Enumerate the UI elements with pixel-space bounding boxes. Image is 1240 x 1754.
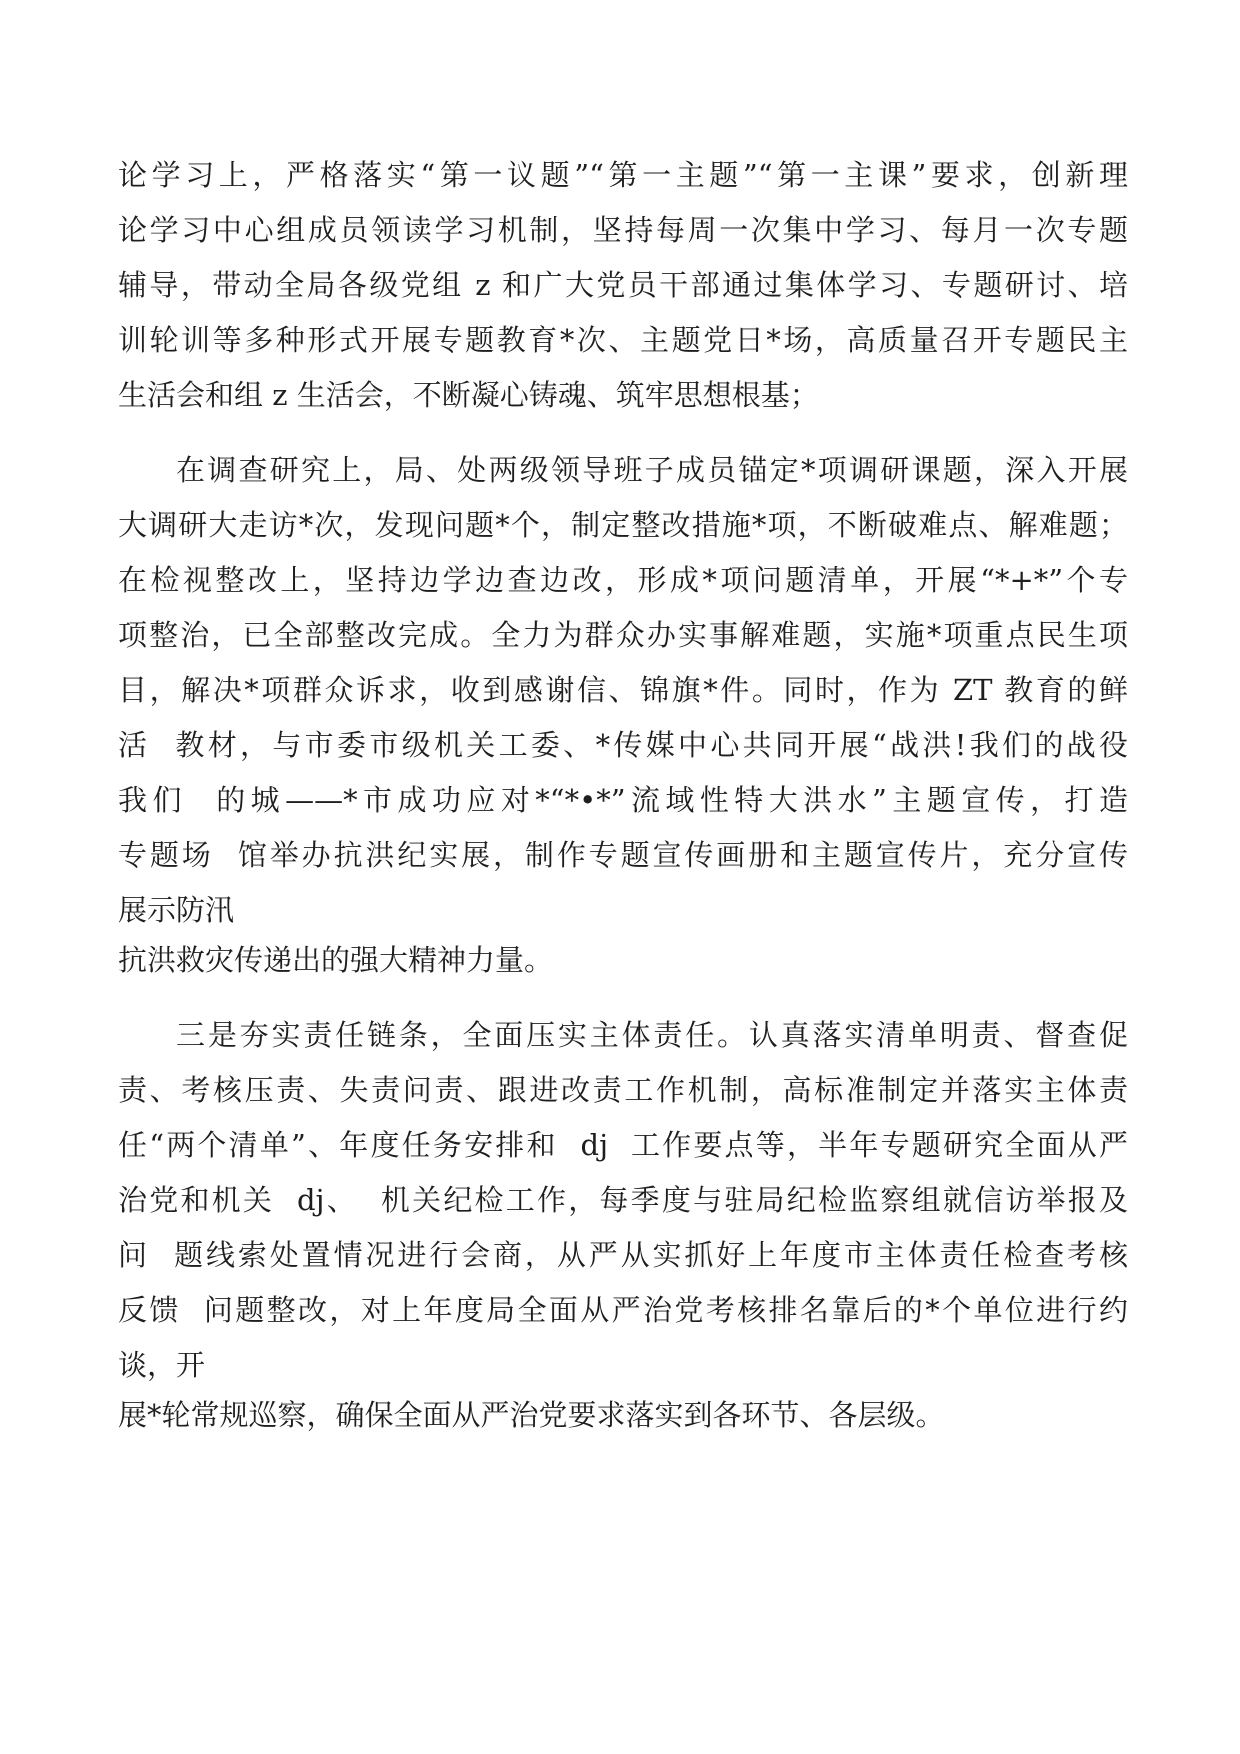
text-line: 论学习中心组成员领读学习机制，坚持每周一次集中学习、每月一次专题 [118,213,1128,247]
text-line: 训轮训等多种形式开展专题教育*次、主题党日*场，高质量召开专题民主 [118,323,1128,357]
text-line: 展*轮常规巡察，确保全面从严治党要求落实到各环节、各层级。 [118,1398,945,1432]
text-line: 问 题线索处置情况进行会商，从严从实抓好上年度市主体责任检查考核 [118,1238,1128,1272]
text-line: 三是夯实责任链条，全面压实主体责任。认真落实清单明责、督查促 [176,1018,1128,1052]
text-line: 论学习上，严格落实“第一议题”“第一主题”“第一主课”要求，创新理 [118,158,1128,192]
text-line: 抗洪救灾传递出的强大精神力量。 [118,943,554,977]
text-line: 在检视整改上，坚持边学边查边改，形成*项问题清单，开展“*+*”个专 [118,563,1128,597]
text-line: 项整治，已全部整改完成。全力为群众办实事解难题，实施*项重点民生项 [118,618,1128,652]
text-line: 谈，开 [118,1348,206,1382]
text-line: 活 教材，与市委市级机关工委、*传媒中心共同开展“战洪!我们的战役 [118,728,1128,762]
text-line: 大调研大走访*次，发现问题*个，制定整改措施*项，不断破难点、解难题； [118,508,1128,542]
text-line: 辅导，带动全局各级党组 z 和广大党员干部通过集体学习、专题研讨、培 [118,268,1128,302]
text-line: 在调查研究上，局、处两级领导班子成员锚定*项调研课题，深入开展 [176,453,1128,487]
text-line: 我们 的城——*市成功应对*“*•*”流域性特大洪水”主题宣传，打造 [118,783,1128,817]
text-line: 展示防汛 [118,893,235,927]
text-line: 专题场 馆举办抗洪纪实展，制作专题宣传画册和主题宣传片，充分宣传 [118,838,1128,872]
text-line: 反馈 问题整改，对上年度局全面从严治党考核排名靠后的*个单位进行约 [118,1293,1128,1327]
text-line: 责、考核压责、失责问责、跟进改责工作机制，高标准制定并落实主体责 [118,1073,1128,1107]
text-line: 治党和机关 dj、 机关纪检工作，每季度与驻局纪检监察组就信访举报及 [118,1183,1128,1217]
text-line: 生活会和组 z 生活会，不断凝心铸魂、筑牢思想根基； [118,378,819,412]
text-line: 任“两个清单”、年度任务安排和 dj 工作要点等，半年专题研究全面从严 [118,1128,1128,1162]
text-line: 目，解决*项群众诉求，收到感谢信、锦旗*件。同时，作为 ZT 教育的鲜 [118,673,1128,707]
